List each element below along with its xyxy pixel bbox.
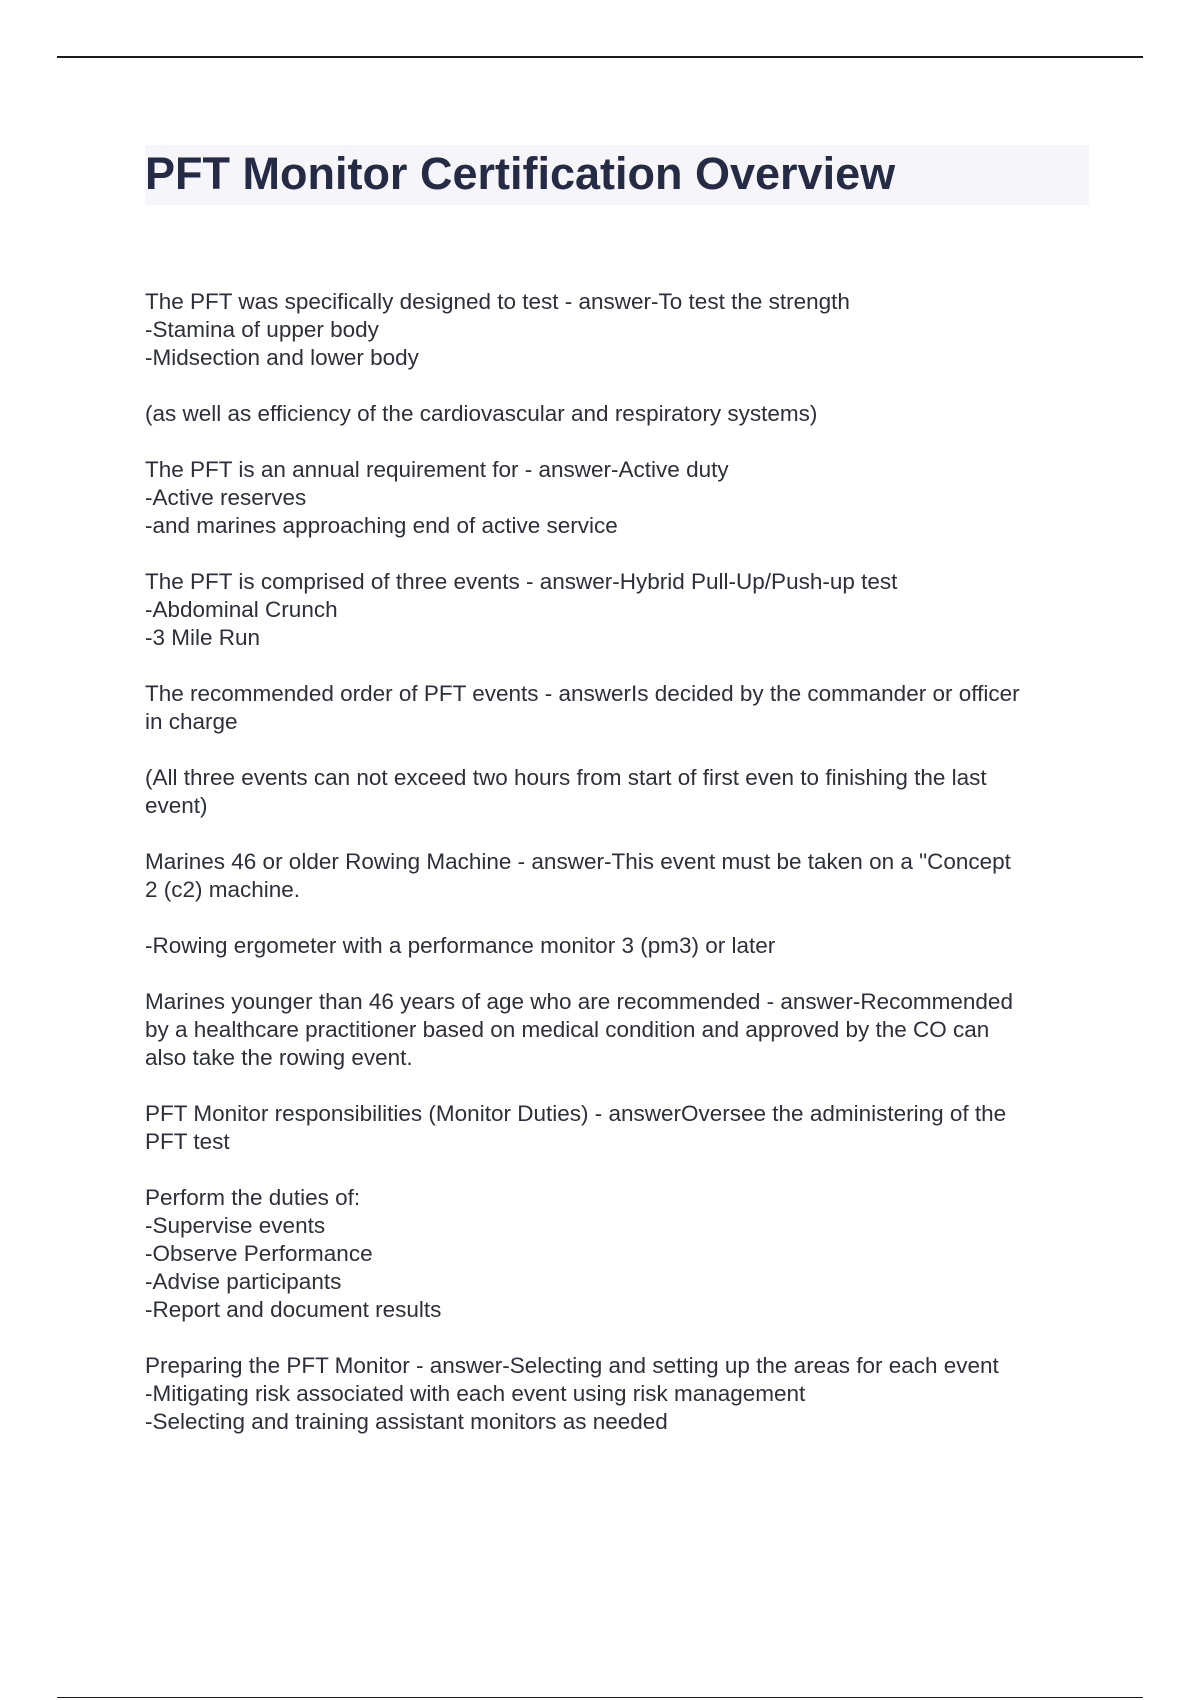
text-line: in charge <box>145 709 238 734</box>
text-line: PFT test <box>145 1129 230 1154</box>
qa-block <box>145 288 1090 372</box>
text-line: Marines younger than 46 years of age who are recommended - answer-Recommended <box>145 989 1013 1014</box>
qa-block <box>145 1184 1090 1324</box>
text-line: -Supervise events <box>145 1213 326 1238</box>
text-line: -Active reserves <box>145 485 307 510</box>
qa-block <box>145 456 1090 540</box>
text-line: Preparing the PFT Monitor - answer-Selecting and setting up the areas for each event <box>145 1353 999 1378</box>
text-line: Marines 46 or older Rowing Machine - answer-This event must be taken on a "Concept <box>145 849 1011 874</box>
qa-block <box>145 680 1090 736</box>
text-line: -Abdominal Crunch <box>145 597 338 622</box>
text-line: by a healthcare practitioner based on medical condition and approved by the CO can <box>145 1017 990 1042</box>
qa-list <box>145 288 1090 1436</box>
text-line: (as well as efficiency of the cardiovascular and respiratory systems) <box>145 401 818 426</box>
text-line: -Mitigating risk associated with each event using risk management <box>145 1381 806 1406</box>
text-line: -Rowing ergometer with a performance monitor 3 (pm3) or later <box>145 933 776 958</box>
qa-block <box>145 764 1090 820</box>
text-line: event) <box>145 793 208 818</box>
text-line: -Midsection and lower body <box>145 345 419 370</box>
document-body <box>145 145 1090 1464</box>
qa-block <box>145 932 1090 960</box>
text-line: -Report and document results <box>145 1297 442 1322</box>
text-line: -3 Mile Run <box>145 625 261 650</box>
text-line: PFT Monitor responsibilities (Monitor Duties) - answerOversee the administering of the <box>145 1101 1007 1126</box>
text-line: also take the rowing event. <box>145 1045 413 1070</box>
text-line: -Advise participants <box>145 1269 342 1294</box>
text-line: The PFT is comprised of three events - answer-Hybrid Pull-Up/Push-up test <box>145 569 898 594</box>
text-line: 2 (c2) machine. <box>145 877 301 902</box>
bottom-rule <box>57 1697 1143 1698</box>
text-line: -Observe Performance <box>145 1241 373 1266</box>
qa-block <box>145 1352 1090 1436</box>
qa-block <box>145 1100 1090 1156</box>
text-line: -and marines approaching end of active service <box>145 513 618 538</box>
page-title: PFT Monitor Certification Overview <box>145 145 1089 205</box>
text-line: The recommended order of PFT events - answerIs decided by the commander or officer <box>145 681 1020 706</box>
qa-block <box>145 848 1090 904</box>
text-line: The PFT is an annual requirement for - answer-Active duty <box>145 457 729 482</box>
qa-block <box>145 988 1090 1072</box>
text-line: (All three events can not exceed two hours from start of first even to finishing the last <box>145 765 987 790</box>
text-line: -Selecting and training assistant monitors as needed <box>145 1409 668 1434</box>
qa-block <box>145 400 1090 428</box>
text-line: Perform the duties of: <box>145 1185 361 1210</box>
top-rule <box>57 56 1143 58</box>
text-line: The PFT was specifically designed to test - answer-To test the strength <box>145 289 850 314</box>
qa-block <box>145 568 1090 652</box>
text-line: -Stamina of upper body <box>145 317 379 342</box>
